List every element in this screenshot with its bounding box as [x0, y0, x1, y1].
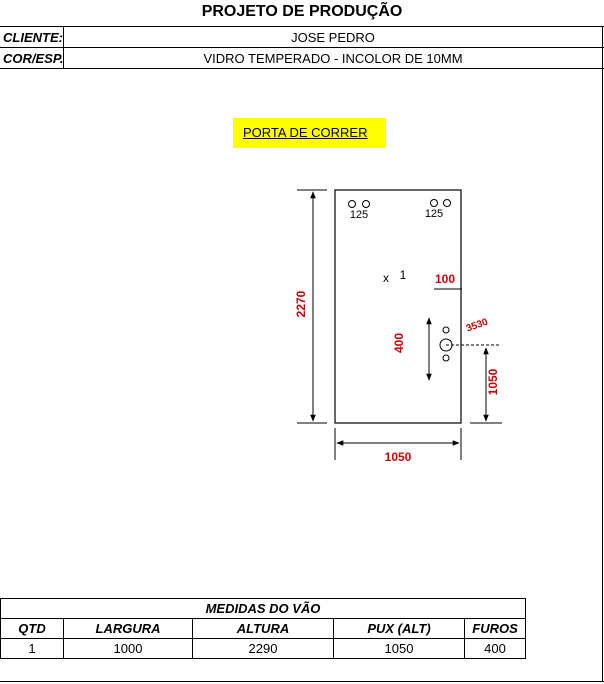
cell-furos: 400	[465, 639, 526, 659]
column-header-altura: ALTURA	[193, 619, 334, 639]
hole-icon	[363, 201, 370, 208]
diagonal-label: 3530	[464, 316, 490, 335]
hole-icon	[444, 200, 451, 207]
hole-icon	[431, 200, 438, 207]
medidas-table	[0, 598, 526, 659]
marker-x: x	[383, 271, 389, 285]
hole-right-label: 125	[424, 208, 444, 220]
page-title: PROJETO DE PRODUÇÃO	[201, 3, 403, 20]
column-header-largura: LARGURA	[64, 619, 193, 639]
cliente-label: CLIENTE:	[3, 30, 63, 45]
cell-largura: 1000	[64, 639, 193, 659]
glass-panel	[335, 190, 461, 423]
cell-qtd: 1	[1, 639, 64, 659]
medidas-title: MEDIDAS DO VÃO	[1, 599, 526, 619]
marker-number: 1	[399, 268, 407, 282]
column-header-pux: PUX (ALT)	[334, 619, 465, 639]
cor-label: COR/ESP.	[3, 51, 64, 66]
sheet-bottom-border	[0, 681, 604, 682]
handle-height-label: 1050	[486, 368, 500, 396]
cell-pux: 1050	[334, 639, 465, 659]
cliente-value: JOSE PEDRO	[291, 30, 375, 45]
column-header-furos: FUROS	[465, 619, 526, 639]
hole-icon	[443, 327, 449, 333]
width-label: 1050	[384, 450, 412, 464]
hole-icon	[443, 355, 449, 361]
hole-icon	[349, 201, 356, 208]
door-type-label: PORTA DE CORRER	[243, 125, 368, 140]
handle-span-label: 400	[392, 332, 406, 354]
column-header-qtd: QTD	[1, 619, 64, 639]
height-label: 2270	[294, 290, 308, 318]
side-offset-label: 100	[434, 272, 456, 286]
hole-left-label: 125	[349, 209, 369, 221]
table-row	[1, 639, 526, 659]
cor-value: VIDRO TEMPERADO - INCOLOR DE 10MM	[203, 51, 463, 66]
cell-altura: 2290	[193, 639, 334, 659]
